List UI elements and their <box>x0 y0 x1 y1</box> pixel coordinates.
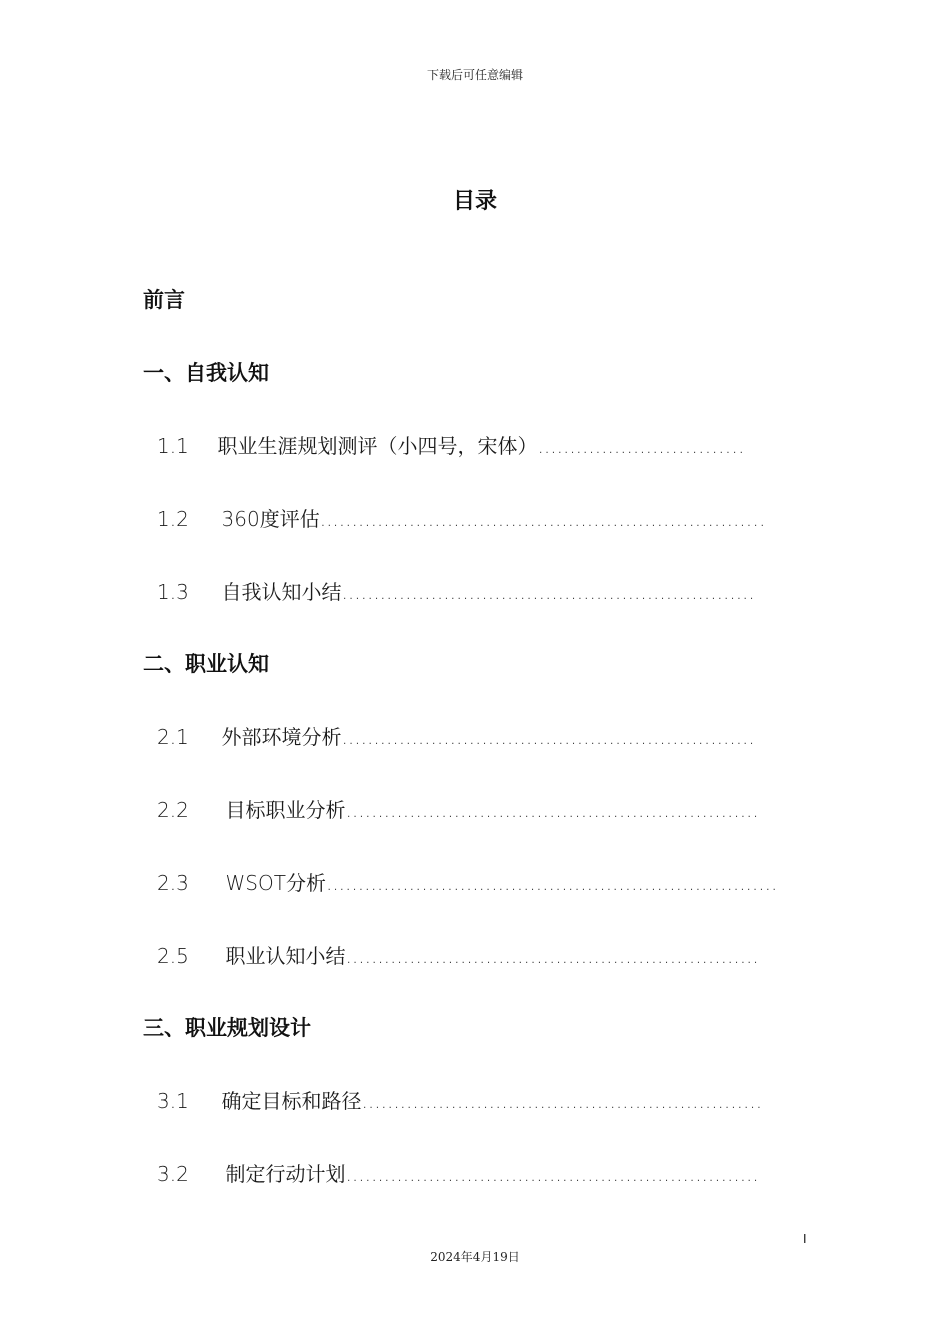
toc-entry-text: 制定行动计划 <box>225 1162 346 1186</box>
toc-entry-leader: ................................................................. <box>341 725 755 749</box>
toc-entry-number: 2.3 <box>157 871 189 895</box>
toc-entry-number: 2.2 <box>157 798 189 822</box>
toc-entry-text: 360度评估 <box>221 507 320 531</box>
toc-entry-3-2[interactable] <box>157 1158 759 1187</box>
toc-entry-text: 职业生涯规划测评（小四号，宋体） <box>217 434 538 458</box>
toc-entry-number: 1.1 <box>157 434 189 458</box>
toc-heading-section-1[interactable]: 一、自我认知 <box>143 361 269 385</box>
toc-entry-leader: ....................................................................... <box>325 871 778 895</box>
toc-entry-number: 2.1 <box>157 725 189 749</box>
toc-entry-3-1[interactable] <box>157 1085 762 1114</box>
toc-preface[interactable]: 前言 <box>143 288 185 312</box>
toc-entry-leader: ................................................................. <box>345 798 759 822</box>
toc-entry-text: 目标职业分析 <box>225 798 346 822</box>
toc-entry-leader: ....................………… <box>537 434 745 458</box>
toc-entry-text: 确定目标和路径 <box>221 1089 362 1113</box>
page-title: 目录 <box>452 189 497 214</box>
toc-entry-number: 3.1 <box>157 1089 189 1113</box>
toc-entry-text: 职业认知小结 <box>225 944 346 968</box>
toc-heading-section-2[interactable]: 二、职业认知 <box>143 652 269 676</box>
header-note: 下载后可任意编辑 <box>426 68 523 82</box>
page-number: I <box>803 1232 807 1246</box>
toc-entry-text: 自我认知小结 <box>221 580 342 604</box>
toc-entry-number: 1.3 <box>157 580 189 604</box>
toc-entry-number: 3.2 <box>157 1162 189 1186</box>
toc-entry-2-1[interactable] <box>157 721 755 750</box>
toc-entry-1-1[interactable] <box>157 430 745 459</box>
toc-entry-number: 1.2 <box>157 507 189 531</box>
toc-entry-leader: ................................................................. <box>345 1162 759 1186</box>
toc-entry-1-3[interactable] <box>157 576 755 605</box>
toc-entry-text: 外部环境分析 <box>221 725 342 749</box>
toc-entry-2-2[interactable] <box>157 794 759 823</box>
toc-entry-number: 2.5 <box>157 944 189 968</box>
toc-entry-leader: ...................................................................… <box>319 507 766 531</box>
toc-entry-2-3[interactable] <box>157 867 777 896</box>
footer-date: 2024年4月19日 <box>430 1250 520 1264</box>
toc-heading-section-3[interactable]: 三、职业规划设计 <box>143 1016 311 1040</box>
toc-entry-leader: ................................................................. <box>345 944 759 968</box>
toc-entry-leader: ................................................................. <box>341 580 755 604</box>
toc-entry-text: WSOT分析 <box>225 871 326 895</box>
toc-entry-2-5[interactable] <box>157 940 759 969</box>
toc-entry-1-2[interactable] <box>157 503 766 532</box>
toc-entry-leader: ............................................................... <box>361 1089 763 1113</box>
